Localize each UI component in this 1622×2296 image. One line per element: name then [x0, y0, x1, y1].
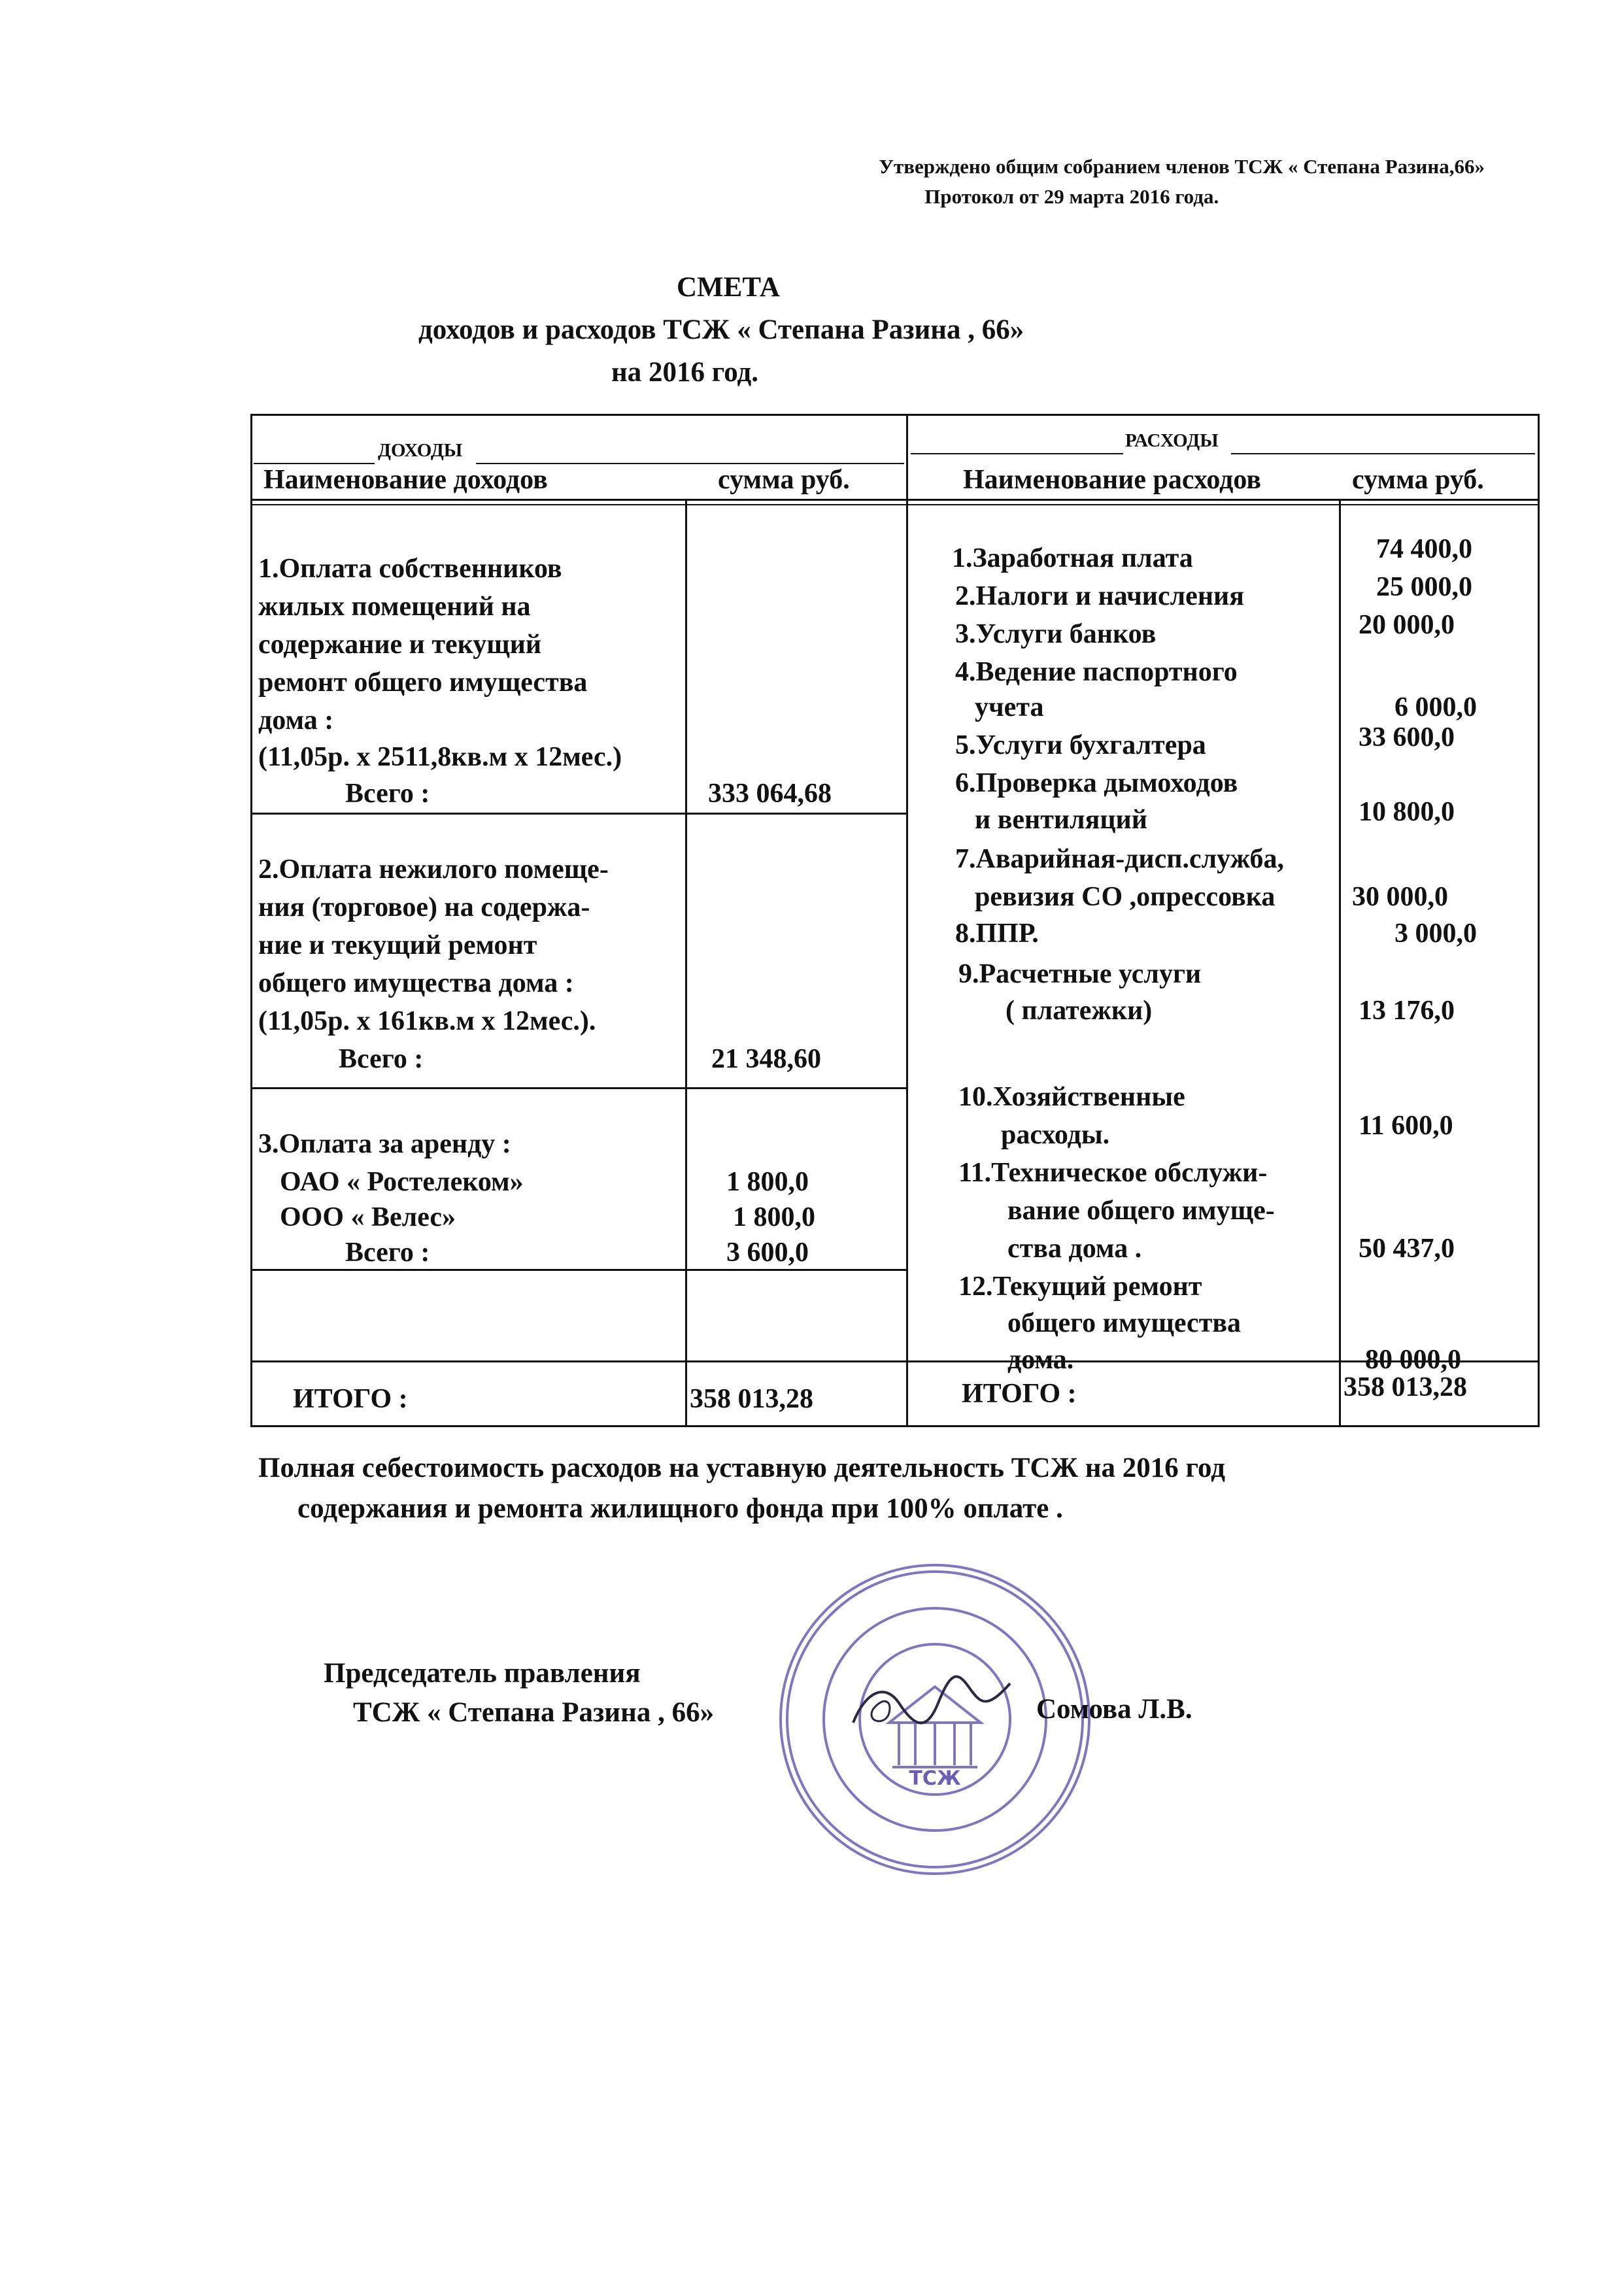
- expense-header-underline-left: [911, 453, 1123, 454]
- expense-line: 7.Аварийная-дисп.служба,: [955, 844, 1285, 874]
- expense-line: 12.Текущий ремонт: [958, 1272, 1202, 1302]
- footer-note: [258, 1448, 1225, 1529]
- col-expense-name: Наименование расходов: [963, 465, 1262, 495]
- header-bottom-border: [250, 499, 1540, 501]
- income-1-line: ремонт общего имущества: [258, 667, 588, 698]
- expense-line: учета: [975, 692, 1044, 722]
- table-bottom-border: [250, 1425, 1540, 1427]
- income-sep-2: [250, 1087, 906, 1089]
- total-row-border: [250, 1360, 1540, 1362]
- expense-line: расходы.: [1001, 1120, 1110, 1150]
- expense-line: 3.Услуги банков: [955, 619, 1157, 649]
- income-3-title: 3.Оплата за аренду :: [258, 1129, 511, 1159]
- expense-line: 9.Расчетные услуги: [958, 959, 1202, 989]
- expense-sum: 30 000,0: [1352, 882, 1448, 912]
- signature-role-line-1: Председатель правления: [324, 1658, 641, 1689]
- income-total-value: 358 013,28: [690, 1384, 813, 1414]
- income-2-line: ние и текущий ремонт: [258, 930, 537, 960]
- expense-line: вание общего имуще-: [1007, 1196, 1275, 1226]
- income-3-total: 3 600,0: [726, 1238, 809, 1268]
- income-col-separator: [685, 499, 687, 1427]
- expense-line: 2.Налоги и начисления: [955, 581, 1244, 611]
- signatory-name: Сомова Л.В.: [1036, 1694, 1192, 1725]
- income-1-line: дома :: [258, 705, 334, 735]
- expense-total-label: ИТОГО :: [962, 1379, 1077, 1409]
- expense-sum: 11 600,0: [1359, 1111, 1453, 1141]
- expense-sum: 50 437,0: [1359, 1234, 1455, 1264]
- table-right-border: [1538, 414, 1540, 1427]
- income-total-label: ИТОГО :: [293, 1384, 408, 1414]
- expense-sum: 13 176,0: [1359, 996, 1455, 1026]
- expense-line: 8.ППР.: [955, 919, 1039, 949]
- income-3-item-sum: 1 800,0: [733, 1202, 815, 1232]
- expense-sum: 33 600,0: [1359, 722, 1455, 752]
- income-1-line: содержание и текущий: [258, 630, 542, 660]
- income-1-line: 1.Оплата собственников: [258, 554, 562, 584]
- expense-line: ревизия СО ,опрессовка: [975, 882, 1276, 912]
- income-3-item-name: ООО « Велес»: [280, 1202, 456, 1232]
- header-double-border: [250, 504, 1540, 505]
- income-3-item-sum: 1 800,0: [726, 1167, 809, 1197]
- expense-line: 11.Техническое обслужи-: [958, 1158, 1268, 1188]
- expense-sum: 80 000,0: [1365, 1345, 1461, 1375]
- income-2-line: (11,05р. х 161кв.м х 12мес.).: [258, 1006, 596, 1036]
- table-top-border: [250, 414, 1540, 416]
- stamp-center-text: ТСЖ: [909, 1767, 961, 1790]
- income-3-total-label: Всего :: [345, 1238, 430, 1268]
- income-1-total: 333 064,68: [708, 779, 832, 809]
- expense-sum: 3 000,0: [1394, 919, 1477, 949]
- expense-total-value: 358 013,28: [1343, 1372, 1467, 1402]
- col-income-sum: сумма руб.: [718, 465, 850, 495]
- income-2-line: ния (торговое) на содержа-: [258, 892, 590, 922]
- income-2-line: 2.Оплата нежилого помеще-: [258, 854, 609, 885]
- expense-line: и вентиляций: [975, 805, 1147, 835]
- col-income-name: Наименование доходов: [263, 465, 548, 495]
- title-line-2: доходов и расходов ТСЖ « Степана Разина , 66»: [418, 314, 1024, 345]
- approval-line-2: Протокол от 29 марта 2016 года.: [924, 185, 1219, 208]
- budget-table: [250, 414, 1540, 1427]
- col-expense-sum: сумма руб.: [1352, 465, 1484, 495]
- income-1-line: (11,05р. х 2511,8кв.м х 12мес.): [258, 742, 622, 772]
- expense-sum: 10 800,0: [1359, 797, 1455, 827]
- expense-line: 10.Хозяйственные: [958, 1082, 1185, 1112]
- income-sep-1: [250, 813, 906, 815]
- income-2-total: 21 348,60: [711, 1044, 821, 1074]
- main-col-separator: [906, 414, 908, 1427]
- expense-line: 1.Заработная плата: [952, 543, 1193, 573]
- income-1-line: жилых помещений на: [258, 592, 531, 622]
- expense-line: 4.Ведение паспортного: [955, 657, 1238, 687]
- expense-sum: 74 400,0: [1376, 534, 1472, 564]
- expense-line: общего имущества: [1007, 1308, 1241, 1338]
- income-2-total-label: Всего :: [339, 1044, 424, 1074]
- title-line-1: СМЕТА: [677, 272, 780, 303]
- income-header: ДОХОДЫ: [378, 440, 463, 461]
- approval-line-1: Утверждено общим собранием членов ТСЖ « Степана Разина,66»: [879, 155, 1485, 178]
- signature-role-line-2: ТСЖ « Степана Разина , 66»: [353, 1697, 715, 1728]
- expense-line: ства дома .: [1007, 1234, 1142, 1264]
- income-3-item-name: ОАО « Ростелеком»: [280, 1167, 524, 1197]
- title-line-3: на 2016 год.: [611, 357, 758, 388]
- footer-line-1: Полная себестоимость расходов на уставную деятельность ТСЖ на 2016 год: [258, 1453, 1226, 1483]
- expense-header: РАСХОДЫ: [1125, 430, 1219, 451]
- expense-sum-underline: [1339, 453, 1535, 454]
- expense-sum: 6 000,0: [1394, 692, 1477, 722]
- expense-line: ( платежки): [1005, 996, 1153, 1026]
- expense-sum: 25 000,0: [1376, 572, 1472, 602]
- expense-col-separator: [1339, 499, 1341, 1427]
- expense-line: дома.: [1007, 1345, 1074, 1375]
- table-left-border: [250, 414, 252, 1427]
- income-2-line: общего имущества дома :: [258, 968, 574, 998]
- income-1-total-label: Всего :: [345, 779, 430, 809]
- approval-note: [879, 152, 1485, 212]
- footer-line-2: содержания и ремонта жилищного фонда при 100% оплате .: [297, 1493, 1063, 1524]
- expense-line: 5.Услуги бухгалтера: [955, 730, 1206, 760]
- handwritten-signature-icon: [847, 1664, 1017, 1742]
- expense-sum: 20 000,0: [1359, 610, 1455, 640]
- expense-line: 6.Проверка дымоходов: [955, 768, 1238, 798]
- signature-block: [324, 1654, 714, 1732]
